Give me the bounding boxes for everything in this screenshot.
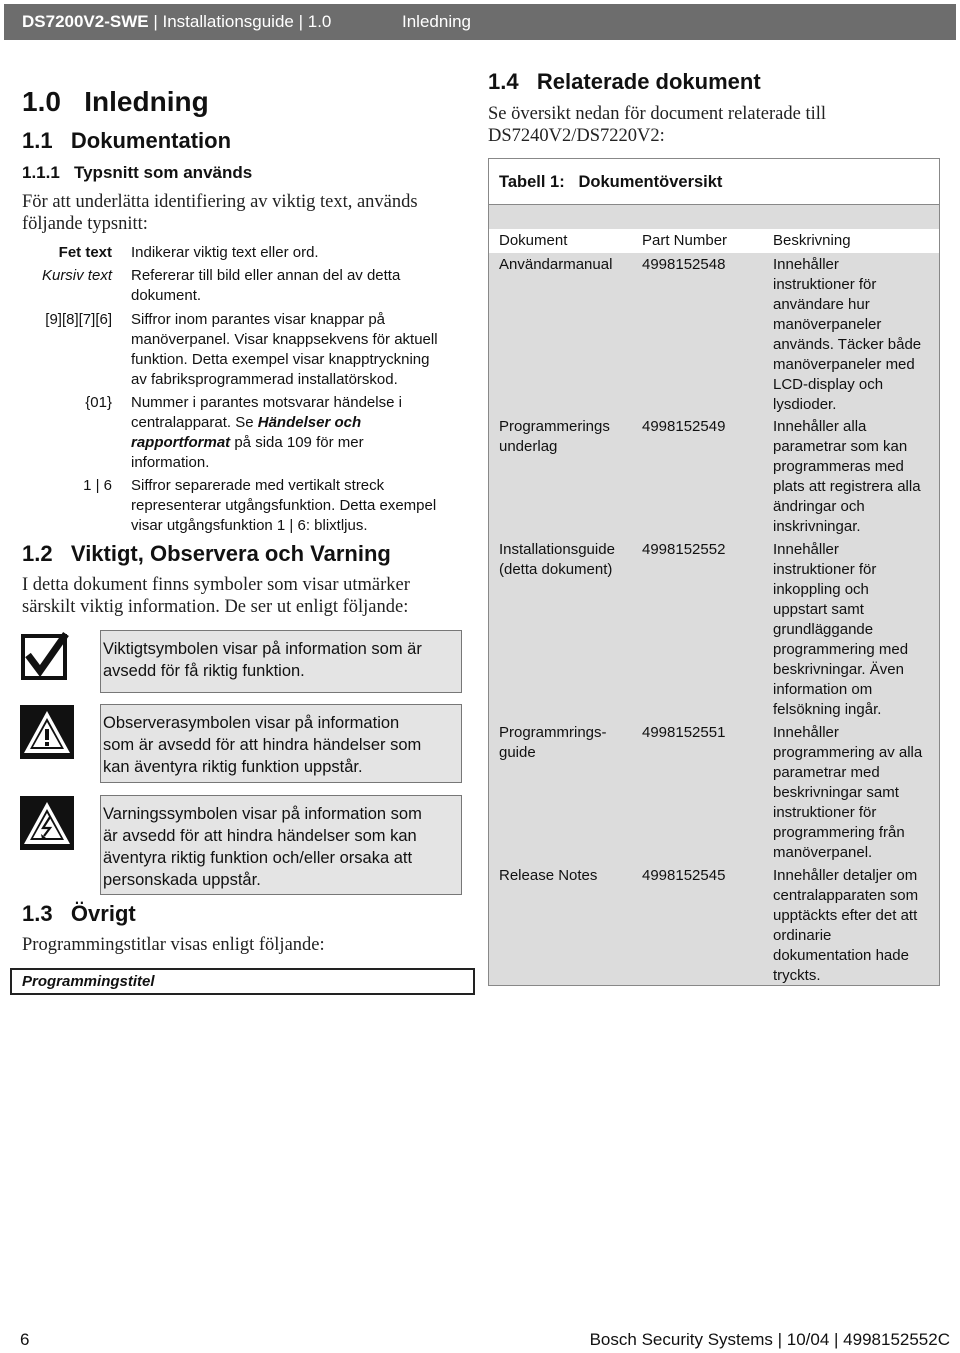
notice-line: avsedd för få riktig funktion. (103, 662, 305, 680)
footer-company: Bosch Security Systems (589, 1330, 773, 1349)
ref-link-text[interactable]: rapportformat (131, 434, 231, 451)
term-keys-desc (131, 310, 461, 390)
notice-line: är avsedd för att hindra händelser som kan (103, 827, 417, 845)
subsection-heading-1-1-1: 1.1.1 Typsnitt som används (22, 163, 253, 182)
notice-caution (100, 704, 462, 783)
desc-text: på sida 109 för mer (230, 434, 364, 451)
cell-document: Användarmanual (499, 256, 613, 273)
cell-document: Release Notes (499, 867, 598, 884)
term-event-desc (131, 393, 461, 473)
intro-line-1: För att underlätta identifiering av viktig text, används (22, 192, 418, 212)
desc-line: grundläggande (773, 621, 874, 638)
desc-line: lysdioder. (773, 396, 837, 413)
notice-line: Varningssymbolen visar på information som (103, 805, 422, 823)
desc-line: Siffror inom parantes visar knappar på (131, 311, 386, 328)
notice-line: personskada uppstår. (103, 871, 261, 889)
cell-description (773, 723, 922, 863)
desc-line: dokumentation hade (773, 947, 909, 964)
notice-warning (100, 795, 462, 895)
desc-line: dokument. (131, 287, 202, 304)
desc-line: plats att registrera alla (773, 478, 921, 495)
desc-line: felsökning ingår. (773, 701, 882, 718)
desc-line: inkoppling och (773, 581, 869, 598)
cell-part-number: 4998152548 (642, 256, 726, 273)
table-body (489, 253, 939, 985)
cell-description (773, 417, 921, 537)
footer-separator: | (829, 1330, 844, 1349)
table-row (499, 866, 597, 886)
desc-line: används. Täcker både (773, 336, 922, 353)
notice-line: äventyra riktig funktion och/eller orsaka att (103, 849, 413, 867)
desc-line: Indikerar viktig text eller ord. (131, 244, 319, 261)
desc-line: programmering från (773, 824, 905, 841)
cell-document: (detta dokument) (499, 561, 613, 578)
notice-line: kan äventyra riktig funktion uppstår. (103, 758, 363, 776)
document-overview-table (488, 158, 940, 986)
cell-description (773, 540, 908, 720)
desc-line: visar utgångsfunktion 1 | 6: blixtljus. (131, 517, 368, 534)
desc-line: Innehåller (773, 541, 839, 558)
notice-intro-2: särskilt viktig information. De ser ut enligt följande: (22, 597, 409, 617)
desc-line (131, 433, 461, 453)
column-header-part-number: Part Number (642, 232, 728, 249)
table-header-row (489, 229, 939, 254)
desc-line: centralapparaten som (773, 887, 919, 904)
desc-line: Siffror separerade med vertikalt streck (131, 477, 385, 494)
ref-link-text[interactable]: Händelser och (257, 414, 362, 431)
desc-line: användare hur (773, 296, 870, 313)
desc-line (131, 413, 461, 433)
desc-line: Innehåller (773, 256, 839, 273)
header-separator: | (148, 12, 163, 31)
checkbox-check-icon (20, 631, 70, 686)
desc-line: information. (131, 454, 210, 471)
section-heading-1-4: 1.4 Relaterade dokument (488, 69, 761, 94)
page-header (4, 4, 956, 40)
desc-line: av fabriksprogrammerad installatörskod. (131, 371, 398, 388)
term-keys: [9][8][7][6] (45, 311, 112, 328)
desc-line: manöverpaneler (773, 316, 882, 333)
desc-line: instruktioner för (773, 561, 877, 578)
footer-info (590, 1329, 950, 1351)
desc-line: parametrar med (773, 764, 880, 781)
desc-line: programmering av alla (773, 744, 923, 761)
notice-line: Observerasymbolen visar på information (103, 714, 400, 732)
desc-line: Innehåller (773, 724, 839, 741)
chapter-heading: 1.0 Inledning (22, 86, 209, 117)
section-heading-1-1: 1.1 Dokumentation (22, 128, 232, 153)
table-row (499, 417, 610, 457)
desc-line: Innehåller detaljer om (773, 867, 918, 884)
intro-line-2: följande typsnitt: (22, 214, 148, 234)
term-output: 1 | 6 (83, 477, 112, 494)
desc-line: Innehåller alla (773, 418, 867, 435)
cell-document: Programmerings (499, 418, 610, 435)
table-row (499, 255, 612, 275)
cell-part-number: 4998152552 (642, 541, 726, 558)
programming-title-example: Programmingstitel (10, 968, 475, 995)
term-output-desc (131, 476, 461, 536)
footer-separator: | (772, 1330, 787, 1349)
cell-part-number: 4998152549 (642, 418, 726, 435)
desc-line: inskrivningar. (773, 518, 861, 535)
desc-line: funktion. Detta exempel visar knapptryckning (131, 351, 430, 368)
desc-text: centralapparat. Se (131, 414, 258, 431)
other-text: Programmingstitlar visas enligt följande: (22, 935, 325, 955)
desc-line: instruktioner för (773, 804, 877, 821)
desc-line: instruktioner för (773, 276, 877, 293)
cell-part-number: 4998152551 (642, 724, 726, 741)
desc-line: uppstart samt (773, 601, 864, 618)
table-spacer-band (489, 205, 939, 230)
column-header-description: Beskrivning (773, 232, 851, 249)
notice-line: Viktigtsymbolen visar på information som är (103, 640, 422, 658)
desc-line: tryckts. (773, 967, 821, 984)
desc-line: LCD-display och (773, 376, 884, 393)
cell-document: Programmrings- (499, 724, 607, 741)
version: 1.0 (307, 12, 332, 31)
notice-important (100, 630, 462, 693)
warning-triangle-icon (20, 705, 74, 764)
term-bold-desc (131, 243, 461, 263)
desc-line: manöverpanel. (773, 844, 873, 861)
cell-document: Installationsguide (499, 541, 615, 558)
cell-document: underlag (499, 438, 558, 455)
table-row (499, 723, 607, 763)
cell-document: guide (499, 744, 536, 761)
doc-title: DS7200V2-SWE (22, 12, 149, 31)
desc-line: information om (773, 681, 873, 698)
table-title: Tabell 1: Dokumentöversikt (489, 159, 939, 205)
guide-name: Installationsguide (162, 12, 294, 31)
term-bold: Fet text (58, 244, 112, 261)
footer-date: 10/04 (786, 1330, 830, 1349)
term-event: {01} (85, 394, 112, 411)
desc-line: representerar utgångsfunktion. Detta exempel (131, 497, 437, 514)
page-number: 6 (20, 1330, 30, 1349)
footer-doc-number: 4998152552C (843, 1330, 950, 1349)
cell-description (773, 866, 918, 986)
desc-line: beskrivningar. Även (773, 661, 904, 678)
electric-hazard-icon (20, 796, 74, 855)
term-italic-desc (131, 266, 461, 306)
related-intro-2: DS7240V2/DS7220V2: (488, 126, 665, 146)
related-intro-1: Se översikt nedan för document relaterade till (488, 104, 827, 124)
notice-line: som är avsedd för att hindra händelser som (103, 736, 422, 754)
section-heading-1-2: 1.2 Viktigt, Observera och Varning (22, 541, 391, 566)
table-row (499, 540, 615, 580)
section-heading-1-3: 1.3 Övrigt (22, 901, 136, 926)
section-name: Inledning (402, 12, 472, 31)
desc-line: upptäckts efter det att (773, 907, 918, 924)
desc-line: parametrar som kan (773, 438, 908, 455)
desc-line: Refererar till bild eller annan del av detta (131, 267, 401, 284)
notice-intro-1: I detta dokument finns symboler som visar utmärker (22, 575, 410, 595)
column-header-document: Dokument (499, 232, 568, 249)
desc-line: beskrivningar samt (773, 784, 899, 801)
desc-line: programmeras med (773, 458, 904, 475)
desc-line: Nummer i parantes motsvarar händelse i (131, 394, 402, 411)
desc-line: ändringar och (773, 498, 865, 515)
desc-line: ordinarie (773, 927, 832, 944)
desc-line: manöverpaneler med (773, 356, 915, 373)
desc-line: manöverpanel. Visar knappsekvens för aktuell (131, 331, 438, 348)
cell-description (773, 255, 921, 415)
term-italic: Kursiv text (41, 267, 112, 284)
cell-part-number: 4998152545 (642, 867, 726, 884)
desc-line: programmering med (773, 641, 909, 658)
header-separator: | (293, 12, 308, 31)
